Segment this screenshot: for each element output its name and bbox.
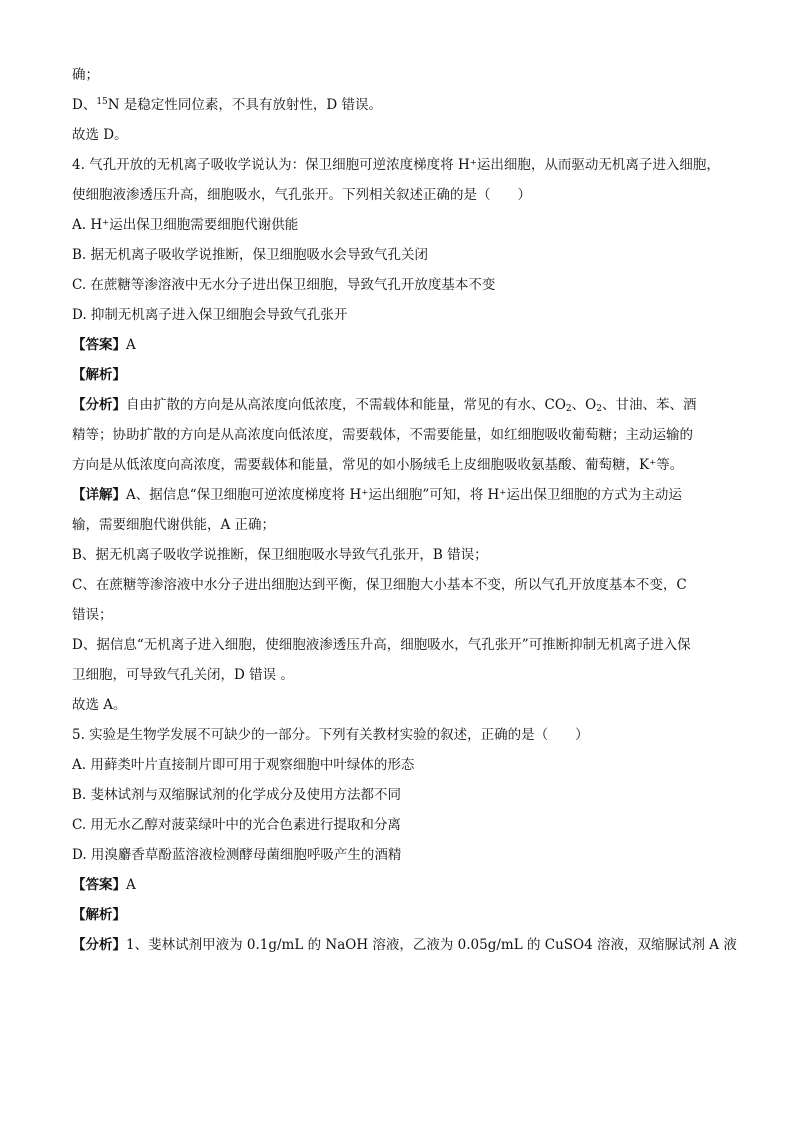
text-line: 故选 D。 <box>72 127 128 143</box>
text-fragment: 1、斐林试剂甲液为 0.1g/mL 的 NaOH 溶液，乙液为 0.05g/mL 的 CuSO4 溶液，双缩脲试剂 A 液 <box>126 937 737 953</box>
text-line: 确； <box>72 67 99 83</box>
fenxi-tag: 【分析】 <box>72 937 126 953</box>
analysis-tag: 【解析】 <box>72 367 126 383</box>
text-line: B、据无机离子吸收学说推断，保卫细胞吸水导致气孔张开，B 错误； <box>72 547 488 563</box>
answer-line <box>72 330 722 360</box>
text-line <box>72 90 722 120</box>
option-a: A. 用藓类叶片直接制片即可用于观察细胞中叶绿体的形态 <box>72 757 415 773</box>
text-fragment: 、O <box>571 397 597 413</box>
analysis-heading <box>72 360 722 390</box>
text-line: 卫细胞，可导致气孔关闭，D 错误 。 <box>72 667 294 683</box>
answer-tag: 【答案】 <box>72 877 126 893</box>
text-fragment: 自由扩散的方向是从高浓度向低浓度，不需载体和能量，常见的有水、CO <box>126 397 566 413</box>
question-5-stem: 5. 实验是生物学发展不可缺少的一部分。下列有关教材实验的叙述，正确的是（ ） <box>72 727 589 743</box>
text-line: 错误； <box>72 607 113 623</box>
analysis-heading <box>72 900 722 930</box>
superscript: 15 <box>96 97 108 107</box>
text-fragment: N 是稳定性同位素，不具有放射性，D 错误。 <box>107 97 382 113</box>
analysis-line <box>72 390 722 420</box>
option-b: B. 据无机离子吸收学说推断，保卫细胞吸水会导致气孔关闭 <box>72 247 429 263</box>
option-d: D. 用溴麝香草酚蓝溶液检测酵母菌细胞呼吸产生的酒精 <box>72 847 402 863</box>
subscript: 2 <box>596 404 602 414</box>
text-line: 方向是从低浓度向高浓度，需要载体和能量，常见的如小肠绒毛上皮细胞吸收氨基酸、葡萄糖，K⁺等。 <box>72 457 684 473</box>
text-fragment: A、据信息“保卫细胞可逆浓度梯度将 H⁺运出细胞”可知，将 H⁺运出保卫细胞的方式为主动运 <box>126 487 682 503</box>
text-line: C、在蔗糖等渗溶液中水分子进出细胞达到平衡，保卫细胞大小基本不变，所以气孔开放度基本不变，C <box>72 577 687 593</box>
text-fragment: 、甘油、苯、酒 <box>601 397 697 413</box>
answer-value: A <box>126 877 136 893</box>
text-line: 精等；协助扩散的方向是从高浓度向低浓度，需要载体，不需要能量，如红细胞吸收葡萄糖；主动运输的 <box>72 427 693 443</box>
document-page <box>72 60 737 960</box>
xiangjie-tag: 【详解】 <box>72 487 126 503</box>
answer-tag: 【答案】 <box>72 337 126 353</box>
text-line: 故选 A。 <box>72 697 127 713</box>
option-d: D. 抑制无机离子进入保卫细胞会导致气孔张开 <box>72 307 348 323</box>
question-4-stem: 4. 气孔开放的无机离子吸收学说认为：保卫细胞可逆浓度梯度将 H⁺运出细胞，从而驱动无机离子进入细胞， <box>72 157 720 173</box>
subscript: 2 <box>565 404 572 414</box>
option-c: C. 在蔗糖等渗溶液中无水分子进出保卫细胞，导致气孔开放度基本不变 <box>72 277 496 293</box>
answer-value: A <box>126 337 136 353</box>
text-line: 输，需要细胞代谢供能，A 正确； <box>72 517 276 533</box>
option-b: B. 斐林试剂与双缩脲试剂的化学成分及使用方法都不同 <box>72 787 402 803</box>
detail-line <box>72 480 722 510</box>
fenxi-tag: 【分析】 <box>72 397 126 413</box>
question-4-stem-cont: 使细胞液渗透压升高，细胞吸水，气孔张开。下列相关叙述正确的是（ ） <box>72 187 531 203</box>
option-c: C. 用无水乙醇对菠菜绿叶中的光合色素进行提取和分离 <box>72 817 401 833</box>
analysis-line <box>72 930 737 960</box>
text-fragment: D、 <box>72 97 97 113</box>
analysis-tag: 【解析】 <box>72 907 126 923</box>
text-line: D、据信息“无机离子进入细胞，使细胞液渗透压升高，细胞吸水，气孔张开”可推断抑制无机离子进入保 <box>72 637 691 653</box>
answer-line <box>72 870 722 900</box>
option-a: A. H⁺运出保卫细胞需要细胞代谢供能 <box>72 217 299 233</box>
